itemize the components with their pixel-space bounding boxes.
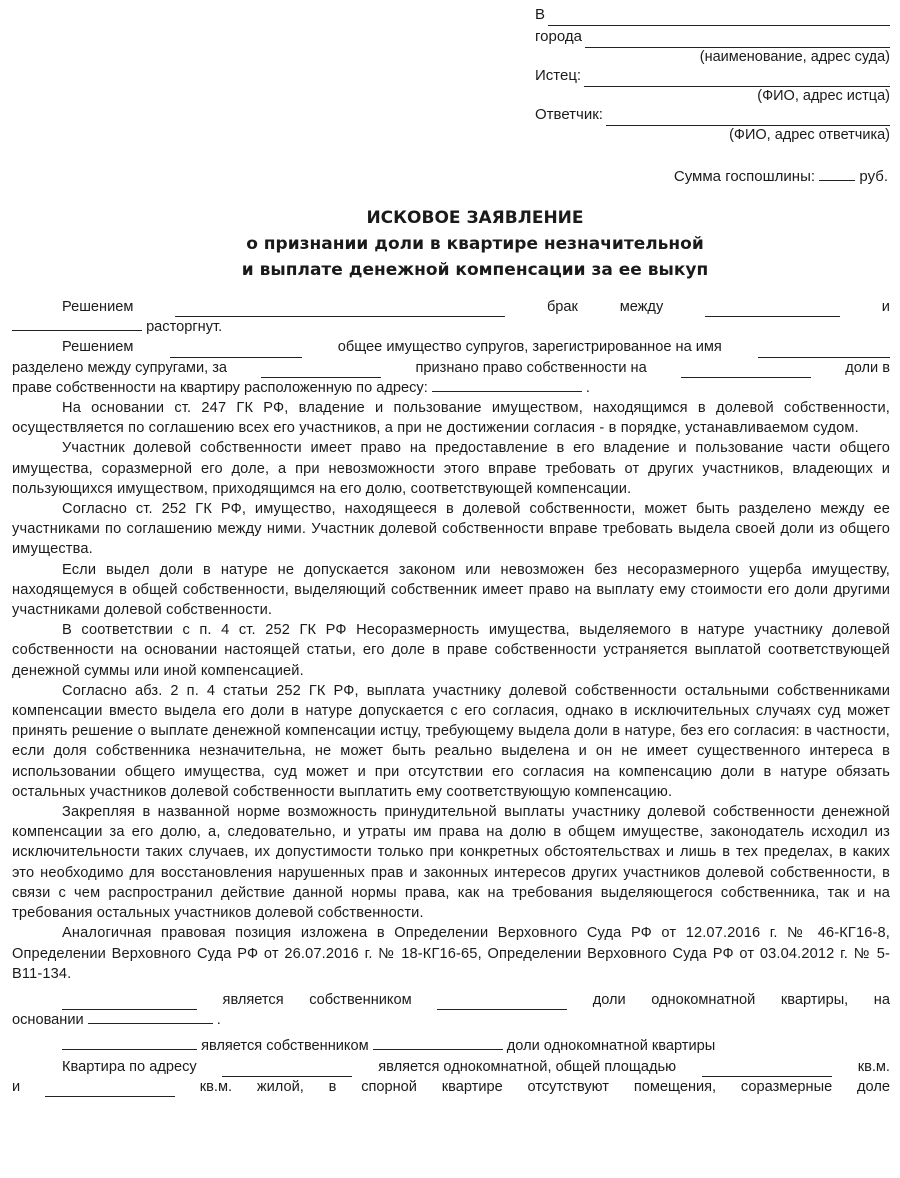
blank bbox=[45, 1083, 175, 1097]
defendant-label: Ответчик: bbox=[535, 106, 603, 123]
city-line bbox=[585, 31, 890, 48]
para-in-kind: Если выдел доли в натуре не допускается законом или невозможен без несоразмерного ущерба имуществу, находящемуся в общей собственности, выделяющий собственник имеет право на выплату ему стоимости его доли другими участниками долевой собственности. bbox=[12, 561, 890, 619]
blank bbox=[170, 344, 302, 358]
para-owner1-line1 bbox=[12, 990, 890, 1010]
word: и bbox=[12, 1078, 21, 1095]
para-divorce-line1 bbox=[12, 297, 890, 317]
word: Решением bbox=[62, 299, 134, 315]
title-line3: и выплате денежной компенсации за ее выкуп bbox=[241, 260, 709, 280]
text: Квартира по адресу bbox=[62, 1058, 197, 1075]
word: и bbox=[881, 299, 890, 315]
para-participant-right: Участник долевой собственности имеет право на предоставление в его владение и пользование части общего имущества, соразмерной его доле, а при невозможности этого вправе требовать от других участников, владеющих и пользующихся имуществом, приходящимся на его долю, соответствующей компенсации. bbox=[12, 440, 890, 497]
blank bbox=[437, 996, 567, 1010]
plaintiff-line bbox=[584, 70, 890, 87]
word: жилой, bbox=[256, 1078, 304, 1095]
word: между bbox=[619, 299, 664, 315]
blank bbox=[12, 317, 142, 331]
defendant-hint: (ФИО, адрес ответчика) bbox=[729, 127, 890, 143]
title-line2: о признании доли в квартире незначительной bbox=[246, 234, 704, 254]
word: доли bbox=[592, 991, 626, 1008]
blank bbox=[705, 303, 840, 317]
blank bbox=[62, 1036, 197, 1050]
to-label: В bbox=[535, 6, 546, 23]
court-hint: (наименование, адрес суда) bbox=[699, 49, 890, 65]
para-apartment-line2 bbox=[12, 1077, 890, 1097]
text: расторгнут. bbox=[146, 319, 223, 336]
word: отсутствуют bbox=[527, 1078, 609, 1095]
word: доле bbox=[857, 1078, 890, 1095]
defendant-field bbox=[535, 104, 890, 126]
blank bbox=[681, 364, 811, 378]
plaintiff-field bbox=[535, 65, 890, 87]
word: основании bbox=[12, 1012, 84, 1029]
word: собственником bbox=[309, 991, 412, 1008]
word: брак bbox=[546, 299, 578, 315]
para-legislator: Закрепляя в названной норме возможность принудительной выплаты участнику долевой собственности денежной компенсации за его долю, а, следовательно, и утраты им права на долю в общем имуществе, законодатель исходил из исключительности таких случаев, их допустимости только при конкретных обстоятельствах и лишь в тех пределах, в каких это необходимо для восстановления нарушенных прав и законных интересов других участников долевой собственности, в связи с чем распространил действие данной нормы права, как на требования выделяющегося собственника, так и на требования остальных участников долевой собственности. bbox=[12, 804, 890, 922]
document-body bbox=[12, 297, 890, 1097]
para-art252: Согласно ст. 252 ГК РФ, имущество, находящееся в долевой собственности, может быть разделено между ее участниками по соглашению между ними. Участник долевой собственности вправе требовать выдела своей доли из общего имущества. bbox=[12, 501, 890, 558]
para-owner1-line2 bbox=[12, 1010, 890, 1030]
word: спорной bbox=[361, 1078, 417, 1095]
text: . bbox=[216, 1012, 221, 1029]
para-apartment-line1 bbox=[12, 1057, 890, 1077]
plaintiff-hint: (ФИО, адрес истца) bbox=[757, 88, 890, 104]
text: является собственником bbox=[201, 1038, 369, 1055]
court-line bbox=[548, 9, 890, 26]
word: Решением bbox=[62, 339, 134, 356]
word: квартире bbox=[441, 1078, 503, 1095]
word: является bbox=[222, 991, 284, 1008]
defendant-line bbox=[606, 109, 890, 126]
fee-blank bbox=[819, 166, 855, 181]
text: признано право собственности на bbox=[415, 359, 647, 376]
word: квартиры, bbox=[780, 991, 849, 1008]
blank bbox=[62, 996, 197, 1010]
word: помещения, bbox=[633, 1078, 717, 1095]
blank bbox=[222, 1063, 352, 1077]
plaintiff-label: Истец: bbox=[535, 67, 582, 84]
para-division-line1 bbox=[12, 337, 890, 357]
fee-label: Сумма госпошлины: bbox=[673, 168, 816, 185]
para-art252-p4: В соответствии с п. 4 ст. 252 ГК РФ Несоразмерность имущества, выделяемого в натуре участнику долевой собственности на основании настоящей статьи, его доле в праве собственности устраняется выплатой соответствующей денежной суммы или иной компенсацией. bbox=[12, 622, 890, 679]
blank bbox=[758, 344, 890, 358]
word: кв.м. bbox=[199, 1078, 233, 1095]
blank bbox=[373, 1036, 503, 1050]
blank bbox=[261, 364, 381, 378]
word: на bbox=[873, 991, 890, 1008]
text: кв.м. bbox=[857, 1058, 890, 1075]
text: доли однокомнатной квартиры bbox=[506, 1038, 716, 1055]
para-owner2 bbox=[12, 1036, 890, 1056]
text: доли в bbox=[845, 359, 890, 376]
para-supreme-court: Аналогичная правовая позиция изложена в Определении Верховного Суда РФ от 12.07.2016 г. № 46-КГ16-8, Определении Верховного Суда РФ от 26.07.2016 г. № 18-КГ16-65, Определении Верховного Суда РФ от 03.04.2012 г. № 5-В11-134. bbox=[12, 925, 890, 982]
fee-row bbox=[674, 166, 888, 185]
text: праве собственности на квартиру расположенную по адресу: bbox=[12, 379, 428, 396]
text: общее имущество супругов, зарегистрированное на имя bbox=[337, 339, 722, 356]
para-divorce-line2 bbox=[12, 317, 890, 337]
blank bbox=[432, 378, 582, 392]
word: соразмерные bbox=[740, 1078, 833, 1095]
text: . bbox=[585, 379, 590, 396]
blank bbox=[702, 1063, 832, 1077]
city-label: города bbox=[535, 28, 582, 45]
city-field bbox=[535, 26, 890, 48]
para-division-line3 bbox=[12, 378, 890, 398]
fee-unit: руб. bbox=[859, 168, 888, 185]
text: является однокомнатной, общей площадью bbox=[378, 1058, 677, 1075]
word: однокомнатной bbox=[651, 991, 756, 1008]
para-art247: На основании ст. 247 ГК РФ, владение и пользование имуществом, находящимся в долевой собственности, осуществляется по соглашению всех его участников, а при не достижении согласия - в порядке, устанавливаемом судом. bbox=[12, 400, 890, 437]
blank bbox=[175, 303, 505, 317]
text: разделено между супругами, за bbox=[12, 359, 228, 376]
court-field bbox=[535, 4, 890, 26]
blank bbox=[88, 1010, 213, 1024]
para-art252-abz2: Согласно абз. 2 п. 4 статьи 252 ГК РФ, выплата участнику долевой собственности остальными собственниками компенсации вместо выдела его доли в натуре допускается с его согласия, однако в исключительных случаях суд может принять решение о выплате денежной компенсации истцу, требующему выдела доли в натуре, без его согласия: в частности, если доля собственника незначительна, не может быть реально выделена и он не имеет существенного интереса в использовании общего имущества, суд может и при отсутствии его согласия на компенсацию доли в натуре обязать остальных участников долевой собственности выплатить ему соответствующую компенсацию. bbox=[12, 682, 890, 800]
para-division-line2 bbox=[12, 358, 890, 378]
word: в bbox=[328, 1078, 337, 1095]
title-main: ИСКОВОЕ ЗАЯВЛЕНИЕ bbox=[366, 208, 584, 228]
